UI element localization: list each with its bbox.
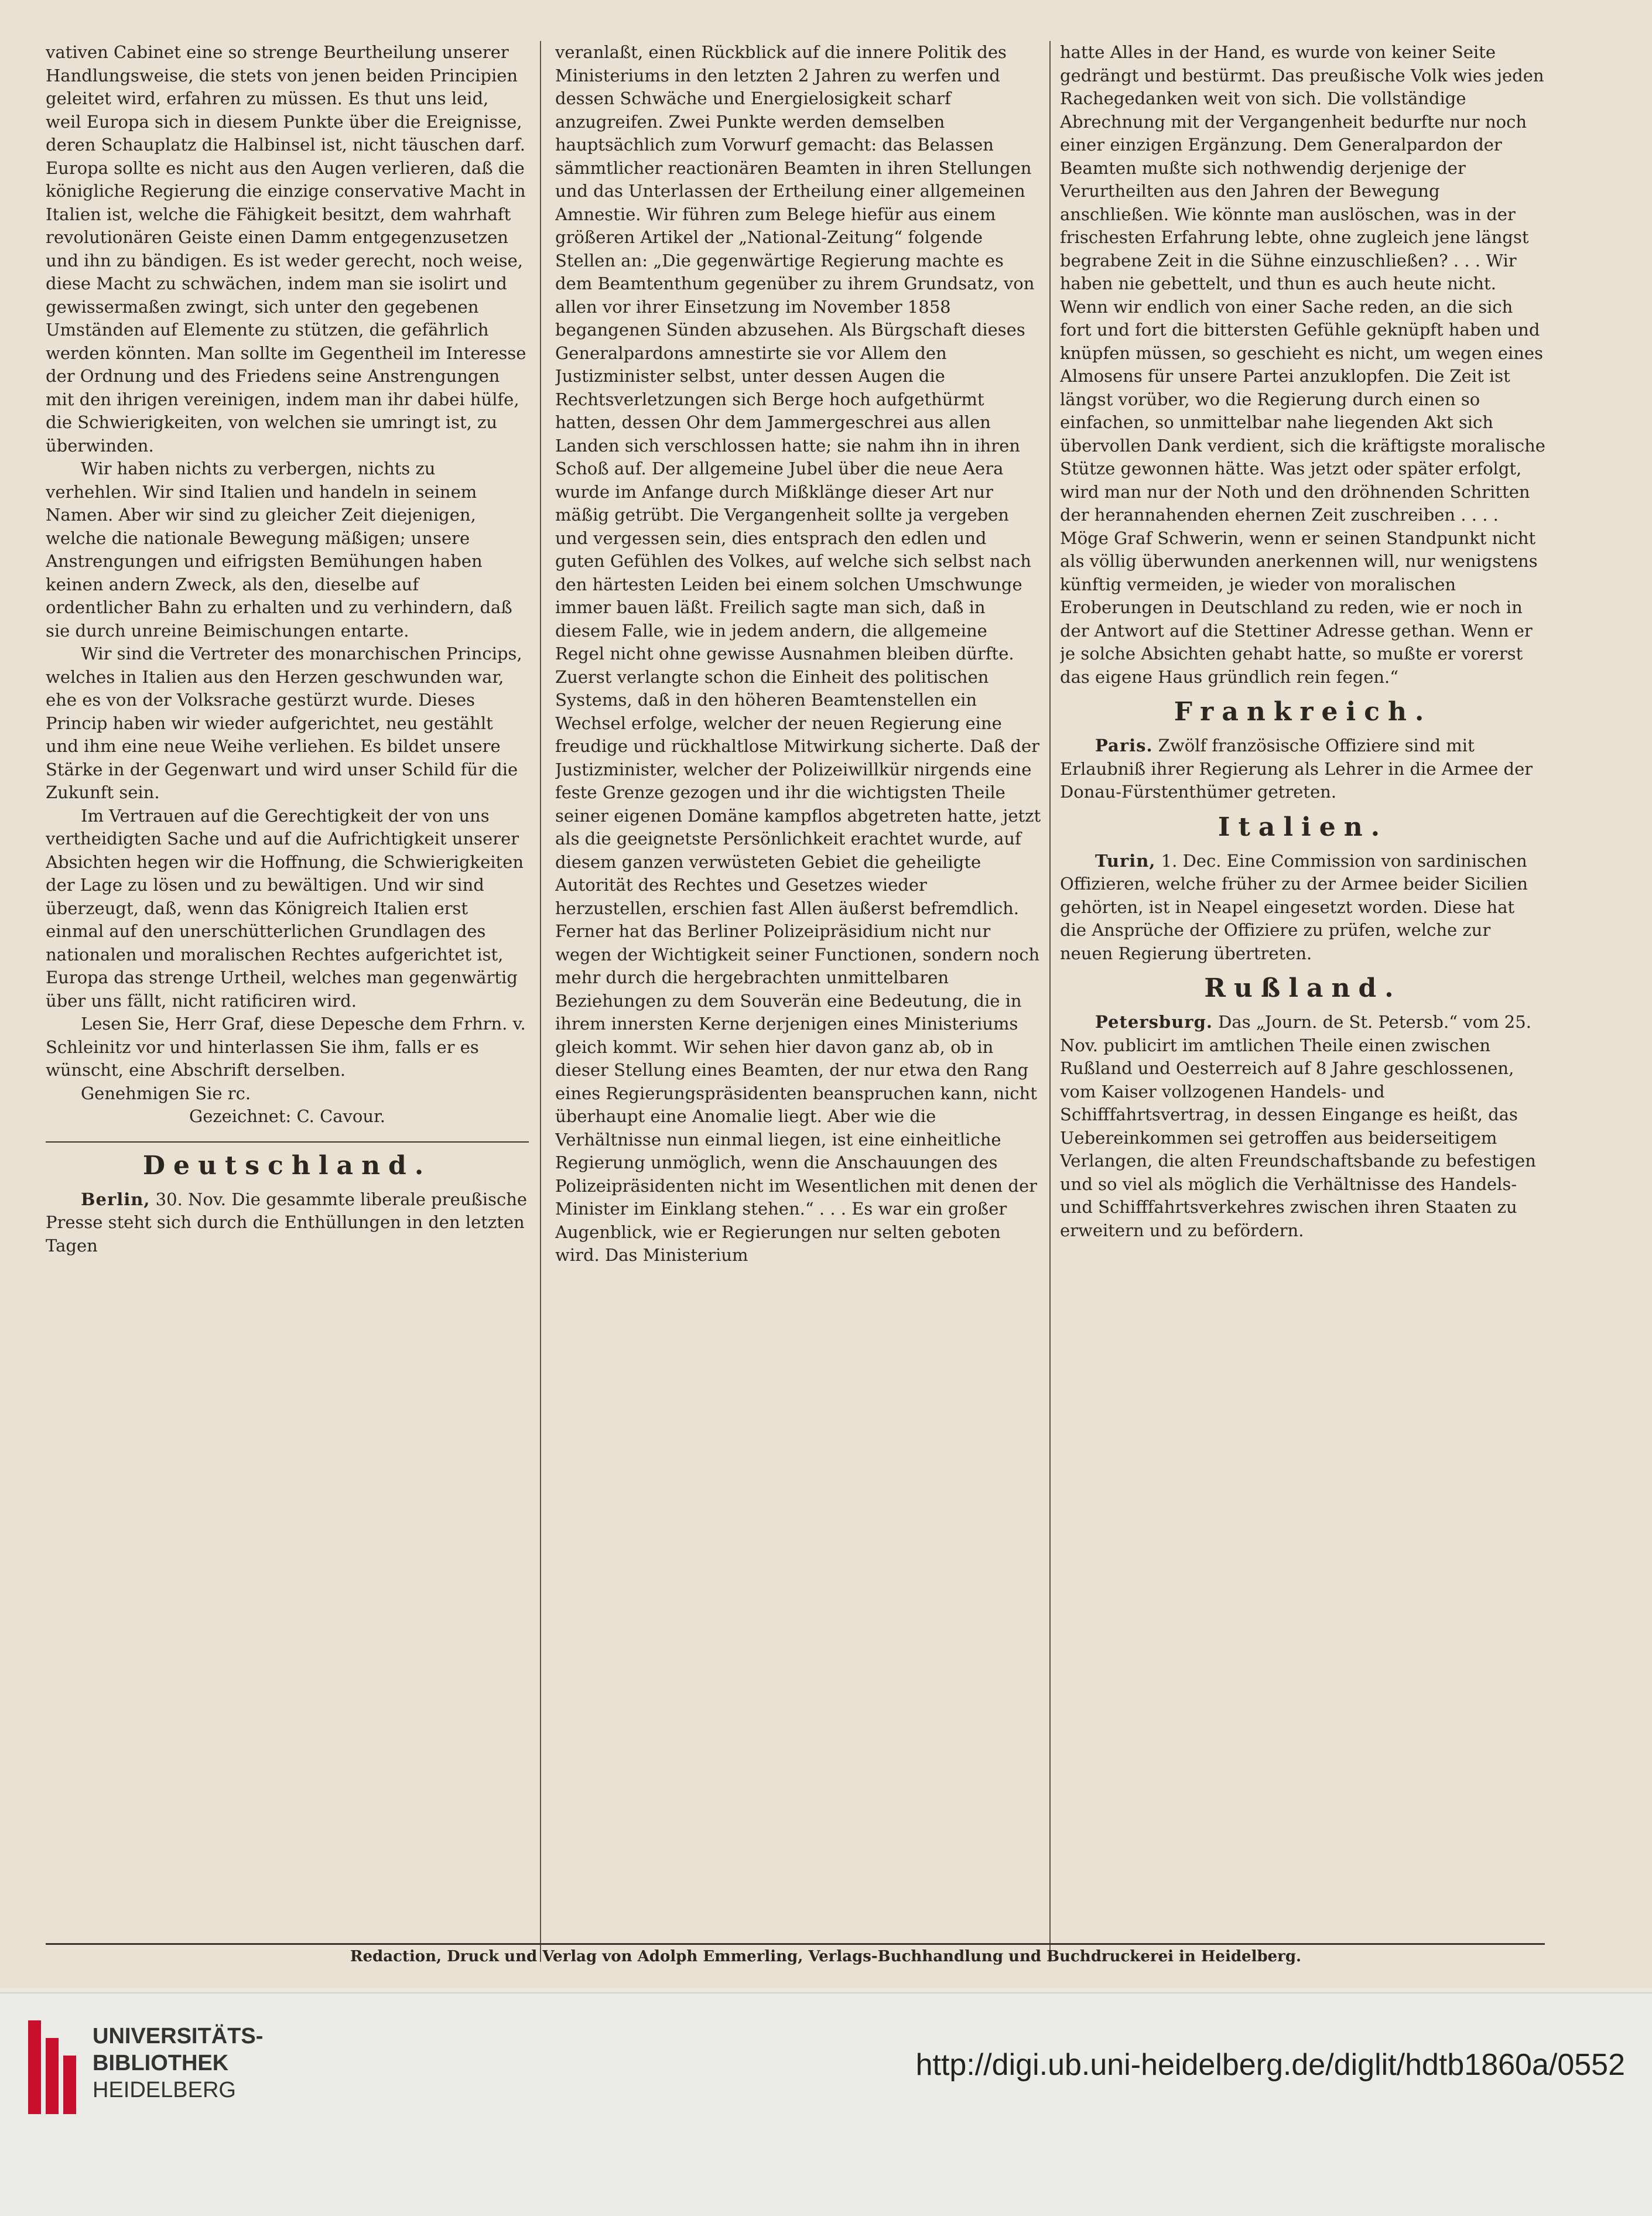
logo-line: UNIVERSITÄTS-	[93, 2024, 264, 2049]
article-text: 1. Dec. Eine Commission von sardinischen Offizieren, welche früher zu der Armee beider Sicilien gehörten, ist in Neapel eingesetzt worden. Diese hat die Ansprüche der Offiziere zu prüfen, welche zur neuen Regierung übertreten.	[1060, 850, 1528, 963]
logo-line: BIBLIOTHEK	[93, 2051, 229, 2075]
article-text: Das „Journ. de St. Petersb.“ vom 25. Nov. publicirt im amtlichen Theile einen zwischen Rußland und Oesterreich auf 8 Jahre geschlossenen, vom Kaiser vollzogenen Handels- und Schifffahrtsvertrag, in dessen Eingange es heißt, das Uebereinkommen sei getroffen aus beiderseitigem Verlangen, die alten Freundschaftsbande zu befestigen und so viel als möglich die Verhältnisse des Handels- und Schifffahrtsverkehres zwischen ihren Staaten zu erweitern und zu befördern.	[1060, 1012, 1536, 1240]
paragraph: hatte Alles in der Hand, es wurde von keiner Seite gedrängt und bestürmt. Das preußische Volk wies jeden Rachegedanken weit von sich. Die vollständige Abrechnung mit der Vergangenheit bedurfte nur noch einer einzigen Ergänzung. Dem Generalpardon der Beamten mußte sich nothwendig derjenige der Verurtheilten aus den Jahren der Bewegung anschließen. Wie könnte man auslöschen, was in der frischesten Erfahrung lebte, ohne zugleich jene längst begrabene Zeit in die Sühne einzuschließen? . . . Wir haben nie gebettelt, und thun es auch heute nicht. Wenn wir endlich von einer Sache reden, an die sich fort und fort die bittersten Gefühle geknüpft haben und knüpfen müssen, so geschieht es nicht, um wegen eines Almosens für unsere Partei anzuklopfen. Die Zeit ist längst vorüber, wo die Regierung durch einen so einfachen, so unmittelbar nahe liegenden Akt sich übervollen Dank verdient, sich die kräftigste moralische Stütze gewonnen hätte. Was jetzt oder später erfolgt, wird man nur der Noth und den dröhnenden Schritten der herannahenden ehernen Zeit zuschreiben . . . . Möge Graf Schwerin, wenn er seinen Standpunkt nicht als völlig überwunden anerkennen will, nur wenigstens künftig vermeiden, je wieder von moralischen Eroberungen in Deutschland zu reden, wie er noch in der Antwort auf die Stettiner Adresse gethan. Wenn er je solche Absichten gehabt hatte, so mußte er vorerst das eigene Haus gründlich rein fegen.“	[1060, 42, 1545, 687]
section-title-italien: Italien.	[1217, 812, 1388, 842]
section-divider	[46, 1141, 529, 1143]
paragraph: Genehmigen Sie rc.	[81, 1083, 251, 1103]
section-title-frankreich: Frankreich.	[1174, 697, 1432, 727]
dateline-petersburg: Petersburg.	[1095, 1012, 1213, 1032]
article-text: 30. Nov. Die gesammte liberale preußische Presse steht sich durch die Enthüllungen in den letzten Tagen	[46, 1189, 528, 1256]
column-rule	[1049, 41, 1051, 1962]
section-title-russland: Rußland.	[1204, 973, 1402, 1003]
paragraph: Wir haben nichts zu verbergen, nichts zu verhehlen. Wir sind Italien und handeln in seinem Namen. Aber wir sind zu gleicher Zeit diejenigen, welche die nationale Bewegung mäßigen; unsere Anstrengungen und eifrigsten Bemühungen haben keinen andern Zweck, als den, dieselbe auf ordentlicher Bahn zu erhalten und zu verhindern, daß sie durch unreine Beimischungen entarte.	[46, 459, 512, 641]
signature: Gezeichnet: C. Cavour.	[189, 1106, 385, 1126]
column-rule	[540, 41, 541, 1962]
dateline-paris: Paris.	[1095, 736, 1153, 755]
paragraph: Im Vertrauen auf die Gerechtigkeit der von uns vertheidigten Sache und auf die Aufrichtigkeit unserer Absichten hegen wir die Hoffnung, die Schwierigkeiten der Lage zu lösen und zu bewältigen. Und wir sind überzeugt, daß, wenn das Königreich Italien erst einmal auf den unerschütterlichen Grundlagen des nationalen und moralischen Rechtes aufgerichtet ist, Europa das strenge Urtheil, welches man gegenwärtig über uns fällt, nicht ratificiren wird.	[46, 805, 524, 1011]
permalink[interactable]: http://digi.ub.uni-heidelberg.de/diglit/hdtb1860a/0552	[915, 2048, 1625, 2082]
viewer-footer	[0, 1992, 1652, 2216]
dateline-turin: Turin,	[1095, 850, 1156, 871]
column-left	[46, 41, 529, 1950]
logo-bars-icon	[28, 2020, 77, 2114]
paragraph: vativen Cabinet eine so strenge Beurtheilung unserer Handlungsweise, die stets von jenen beiden Principien geleitet wird, erfahren zu müssen. Es thut uns leid, weil Europa sich in diesem Punkte über die Ereignisse, deren Schauplatz die Halbinsel ist, nicht täuschen darf. Europa sollte es nicht aus den Augen verlieren, daß die königliche Regierung die einzige conservative Macht in Italien ist, welche die Fähigkeit besitzt, dem wahrhaft revolutionären Geiste einen Damm entgegenzusetzen und ihn zu bändigen. Es ist weder gerecht, noch weise, diese Macht zu schwächen, indem man sie isolirt und gewissermaßen zwingt, sich unter den gegebenen Umständen auf Elemente zu stützen, die gefährlich werden könnten. Man sollte im Gegentheil im Interesse der Ordnung und des Friedens seine Anstrengungen mit den ihrigen vereinigen, indem man ihr dabei hülfe, die Schwierigkeiten, von welchen sie umringt ist, zu überwinden.	[46, 42, 526, 456]
article-text: Zwölf französische Offiziere sind mit Erlaubniß ihrer Regierung als Lehrer in die Armee der Donau-Fürstenthümer getreten.	[1060, 736, 1533, 802]
paragraph: Lesen Sie, Herr Graf, diese Depesche dem Frhrn. v. Schleinitz vor und hinterlassen Sie ihm, falls er es wünscht, eine Abschrift derselben.	[46, 1014, 526, 1080]
section-title-deutschland: Deutschland.	[142, 1150, 432, 1181]
column-middle	[555, 41, 1041, 1974]
logo-text	[93, 2023, 263, 2104]
paragraph: Wir sind die Vertreter des monarchischen Princips, welches in Italien aus den Herzen geschwunden war, ehe es von der Volksrache gestürzt wurde. Dieses Princip haben wir wieder aufgerichtet, neu gestählt und ihm eine neue Weihe verliehen. Es bildet unsere Stärke in der Gegenwart und wird unser Schild für die Zukunft sein.	[46, 644, 522, 802]
library-logo[interactable]	[28, 2017, 264, 2134]
column-right	[1060, 41, 1546, 1974]
paragraph: veranlaßt, einen Rückblick auf die innere Politik des Ministeriums in den letzten 2 Jahren zu werfen und dessen Schwäche und Energielosigkeit scharf anzugreifen. Zwei Punkte werden demselben hauptsächlich zum Vorwurf gemacht: das Belassen sämmtlicher reactionären Beamten in ihren Stellungen und das Unterlassen der Ertheilung einer allgemeinen Amnestie. Wir führen zum Belege hiefür aus einem größeren Artikel der „National-Zeitung“ folgende Stellen an: „Die gegenwärtige Regierung machte es dem Beamtenthum gegenüber zu ihrem Grundsatz, von allen vor ihrer Einsetzung im November 1858 begangenen Sünden abzusehen. Als Bürgschaft dieses Generalpardons amnestirte sie vor Allem den Justizminister selbst, unter dessen Augen die Rechtsverletzungen sich Berge hoch aufgethürmt hatten, dessen Ohr dem Jammergeschrei aus allen Landen sich verschlossen hatte; sie nahm ihn in ihren Schoß auf. Der allgemeine Jubel über die neue Aera wurde im Anfange durch Mißklänge dieser Art nur mäßig getrübt. Die Vergangenheit sollte ja vergeben und vergessen sein, dies entsprach den edlen und guten Gefühlen des Volkes, auf welche sich selbst nach den härtesten Leiden bei einem solchen Umschwunge immer bauen läßt. Freilich sagte man sich, daß in diesem Falle, wie in jedem andern, die allgemeine Regel nicht ohne gewisse Ausnahmen bleiben dürfte. Zuerst verlangte schon die Einheit des politischen Systems, daß in den höheren Beamtenstellen ein Wechsel erfolge, welcher der neuen Regierung eine freudige und rückhaltlose Mitwirkung sicherte. Daß der Justizminister, welcher der Polizeiwillkür nirgends eine feste Grenze gezogen und ihr die wichtigsten Theile seiner eigenen Domäne kampflos abgetreten hatte, jetzt als die geeignetste Persönlichkeit erachtet wurde, auf diesem ganzen verwüsteten Gebiet die geheiligte Autorität des Rechtes und Gesetzes wieder herzustellen, erschien fast Allen äußerst befremdlich. Ferner hat das Berliner Polizeipräsidium nicht nur wegen der Wichtigkeit seiner Functionen, sondern noch mehr durch die hergebrachten unmittelbaren Beziehungen zu dem Souverän eine Bedeutung, die in ihrem innersten Kerne derjenigen eines Ministeriums gleich kommt. Wir sehen hier davon ganz ab, ob in dieser Stellung eines Beamten, der nur etwa den Rang eines Regierungspräsidenten beanspruchen kann, nicht überhaupt eine Anomalie liegt. Aber wie die Verhältnisse nun einmal liegen, ist eine einheitliche Regierung unmöglich, wenn die Anschauungen des Polizeipräsidenten nicht im Wesentlichen mit denen der Minister im Einklang stehen.“ . . . Es war ein großer Augenblick, wie er Regierungen nur selten geboten wird. Das Ministerium	[555, 42, 1041, 1265]
imprint: Redaction, Druck und Verlag von Adolph Emmerling, Verlags-Buchhandlung und Buchdruckerei in Heidelberg.	[350, 1948, 1302, 1965]
dateline-berlin: Berlin,	[81, 1189, 151, 1209]
logo-line: HEIDELBERG	[93, 2078, 236, 2102]
footer-rule	[46, 1943, 1545, 1945]
